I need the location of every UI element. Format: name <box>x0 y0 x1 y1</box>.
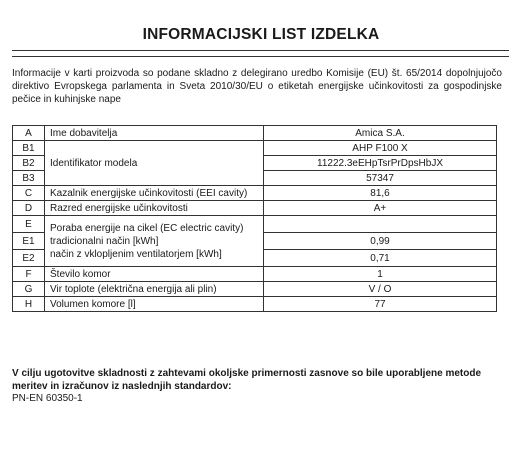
row-label: Poraba energije na cikel (EC electric cavity) tradicionalni način [kWh] način z vklopljenim ventilatorjem [kWh] <box>45 216 264 267</box>
row-value: 81,6 <box>264 186 497 201</box>
row-code: F <box>13 267 45 282</box>
footer-section <box>12 368 504 406</box>
table-row <box>13 186 497 201</box>
table-row <box>13 282 497 297</box>
standard-reference: PN-EN 60350-1 <box>12 393 83 405</box>
row-code: B1 <box>13 141 45 156</box>
title-divider-top <box>12 50 509 51</box>
row-label: Razred energijske učinkovitosti <box>45 201 264 216</box>
document-title: INFORMACIJSKI LIST IZDELKA <box>142 26 380 43</box>
compliance-statement: V cilju ugotovitve skladnosti z zahtevami okoljske primernosti zasnove so bile uporabljene metode meritev in izračunov iz naslednjih standardov: <box>12 368 482 392</box>
row-code: G <box>13 282 45 297</box>
row-code: H <box>13 297 45 312</box>
row-value: A+ <box>264 201 497 216</box>
row-value: 0,71 <box>264 250 497 267</box>
row-code: B2 <box>13 156 45 171</box>
row-label: Kazalnik energijske učinkovitosti (EEI cavity) <box>45 186 264 201</box>
row-value: AHP F100 X <box>264 141 497 156</box>
row-code: A <box>13 126 45 141</box>
row-value: 1 <box>264 267 497 282</box>
row-label: Volumen komore [l] <box>45 297 264 312</box>
row-value: V / O <box>264 282 497 297</box>
row-value: 0,99 <box>264 233 497 250</box>
row-label: Ime dobavitelja <box>45 126 264 141</box>
row-value: 57347 <box>264 171 497 186</box>
row-label: Vir toplote (električna energija ali plin) <box>45 282 264 297</box>
product-info-table <box>12 125 497 312</box>
row-code: B3 <box>13 171 45 186</box>
row-code: C <box>13 186 45 201</box>
table-row <box>13 201 497 216</box>
table-row <box>13 297 497 312</box>
row-code: E1 <box>13 233 45 250</box>
row-label: Identifikator modela <box>45 141 264 186</box>
row-value: Amica S.A. <box>264 126 497 141</box>
table-row <box>13 216 497 233</box>
row-code: E <box>13 216 45 233</box>
title-divider-bottom <box>12 56 509 57</box>
intro-paragraph: Informacije v karti proizvoda so podane skladno z delegirano uredbo Komisije (EU) št. 65/2014 dopolnjujočo direktivo Evropskega parlamenta in Sveta 2010/30/EU o etiketah energijske učinkovitosti za gospodinjske pečice in kuhinjske nape <box>12 68 502 105</box>
row-label: Število komor <box>45 267 264 282</box>
row-value <box>264 216 497 233</box>
row-value: 11222.3eEHpTsrPrDpsHbJX <box>264 156 497 171</box>
row-code: E2 <box>13 250 45 267</box>
table-row <box>13 141 497 156</box>
row-code: D <box>13 201 45 216</box>
table-row <box>13 126 497 141</box>
row-value: 77 <box>264 297 497 312</box>
table-row <box>13 267 497 282</box>
